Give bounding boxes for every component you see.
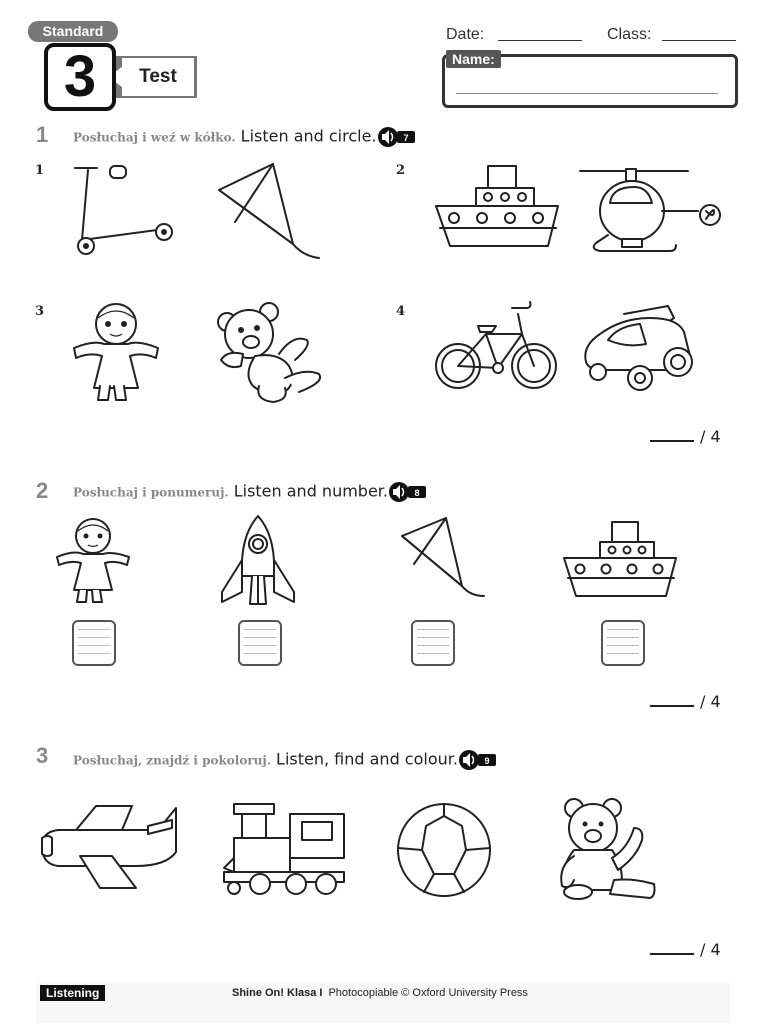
audio-track-number: 7	[403, 133, 409, 143]
score-3	[650, 940, 721, 959]
section-1-instruction-pl: Posłuchaj i weź w kółko.	[73, 130, 236, 145]
name-label: Name:	[446, 50, 501, 68]
rocket-icon[interactable]	[216, 514, 300, 608]
name-field[interactable]	[456, 93, 718, 94]
score-2	[650, 692, 721, 711]
class-field[interactable]	[662, 40, 736, 41]
number-box[interactable]	[72, 620, 116, 666]
date-label: Date:	[446, 26, 485, 43]
car-icon[interactable]	[578, 300, 700, 396]
audio-track-number: 9	[484, 756, 490, 766]
audio-track-number: 8	[414, 488, 420, 498]
teddy-bear-icon[interactable]	[215, 300, 327, 404]
test-number: 3	[44, 43, 116, 111]
kite-icon[interactable]	[215, 160, 325, 260]
score-blank[interactable]	[650, 705, 694, 707]
section-1-instruction	[73, 126, 417, 148]
scooter-icon[interactable]	[70, 160, 180, 260]
audio-track-icon[interactable]	[458, 749, 498, 771]
item-number: 4	[396, 304, 406, 319]
section-1-instruction-en: Listen and circle.	[240, 126, 377, 146]
item-number: 3	[35, 304, 45, 319]
ball-icon[interactable]	[392, 802, 496, 898]
doll-icon[interactable]	[54, 516, 132, 608]
score-total: / 4	[700, 940, 721, 959]
section-2-number: 2	[36, 478, 49, 503]
score-1	[650, 427, 721, 446]
bike-icon[interactable]	[432, 300, 562, 396]
teddy-bear-icon[interactable]	[556, 796, 660, 902]
section-2-instruction	[73, 481, 428, 503]
kite-icon[interactable]	[398, 514, 488, 600]
date-field[interactable]	[498, 40, 582, 41]
score-blank[interactable]	[650, 953, 694, 955]
boat-icon[interactable]	[560, 518, 680, 604]
plane-icon[interactable]	[36, 802, 180, 892]
section-3-number: 3	[36, 743, 49, 768]
section-2-instruction-pl: Posłuchaj i ponumeruj.	[73, 485, 229, 500]
class-label: Class:	[607, 26, 652, 43]
score-total: / 4	[700, 427, 721, 446]
doll-icon[interactable]	[70, 300, 162, 408]
number-box[interactable]	[238, 620, 282, 666]
train-icon[interactable]	[220, 800, 350, 896]
number-box[interactable]	[411, 620, 455, 666]
section-2-instruction-en: Listen and number.	[233, 481, 388, 501]
footer-tag: Listening	[40, 985, 105, 1001]
test-label: Test	[122, 58, 194, 96]
helicopter-icon[interactable]	[578, 163, 728, 259]
standard-badge: Standard	[28, 21, 118, 42]
audio-track-icon[interactable]	[377, 126, 417, 148]
boat-icon[interactable]	[432, 162, 562, 258]
audio-track-icon[interactable]	[388, 481, 428, 503]
item-number: 1	[35, 163, 45, 178]
footer-copyright: Photocopiable © Oxford University Press	[328, 987, 528, 999]
score-total: / 4	[700, 692, 721, 711]
section-3-instruction	[73, 749, 498, 771]
footer-credit	[232, 987, 528, 999]
item-number: 2	[396, 163, 406, 178]
score-blank[interactable]	[650, 440, 694, 442]
footer-book: Shine On! Klasa I	[232, 987, 323, 999]
number-box[interactable]	[601, 620, 645, 666]
section-1-number: 1	[36, 122, 49, 147]
section-3-instruction-pl: Posłuchaj, znajdź i pokoloruj.	[73, 753, 271, 768]
section-3-instruction-en: Listen, find and colour.	[276, 749, 458, 769]
